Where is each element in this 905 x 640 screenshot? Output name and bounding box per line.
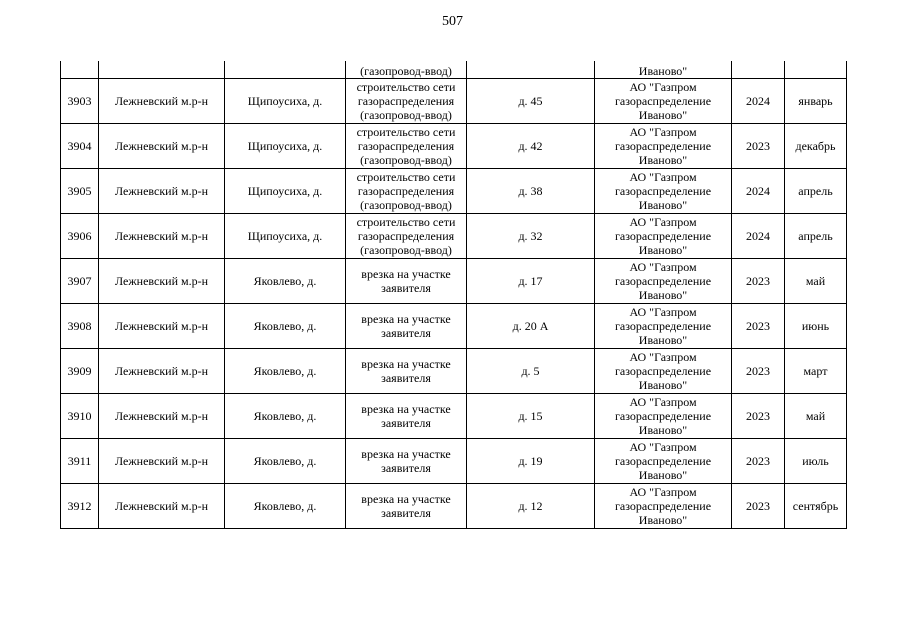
cell-num: 3907: [61, 259, 99, 304]
cell-work: врезка на участке заявителя: [346, 349, 467, 394]
cell-month: март: [785, 349, 847, 394]
cell-work: врезка на участке заявителя: [346, 394, 467, 439]
cell-address: д. 20 А: [467, 304, 595, 349]
cell-org: АО "Газпром газораспределение Иваново": [595, 349, 732, 394]
cell-address: д. 32: [467, 214, 595, 259]
cell-district: Лежневский м.р-н: [99, 259, 225, 304]
cell-month: [785, 61, 847, 79]
cell-locality: Яковлево, д.: [225, 394, 346, 439]
cell-month: июль: [785, 439, 847, 484]
cell-year: [732, 61, 785, 79]
cell-org: АО "Газпром газораспределение Иваново": [595, 169, 732, 214]
table-body: [61, 61, 847, 529]
cell-num: 3906: [61, 214, 99, 259]
cell-address: д. 12: [467, 484, 595, 529]
table-row: [61, 124, 847, 169]
cell-num: 3908: [61, 304, 99, 349]
cell-locality: Яковлево, д.: [225, 259, 346, 304]
cell-org: АО "Газпром газораспределение Иваново": [595, 124, 732, 169]
cell-num: [61, 61, 99, 79]
cell-year: 2023: [732, 394, 785, 439]
cell-org: АО "Газпром газораспределение Иваново": [595, 79, 732, 124]
cell-address: д. 15: [467, 394, 595, 439]
cell-locality: Яковлево, д.: [225, 304, 346, 349]
cell-district: Лежневский м.р-н: [99, 169, 225, 214]
cell-address: д. 42: [467, 124, 595, 169]
cell-district: [99, 61, 225, 79]
cell-year: 2024: [732, 79, 785, 124]
cell-work: строительство сети газораспределения (газопровод-ввод): [346, 124, 467, 169]
cell-address: д. 38: [467, 169, 595, 214]
cell-month: январь: [785, 79, 847, 124]
cell-district: Лежневский м.р-н: [99, 394, 225, 439]
cell-locality: Щипоусиха, д.: [225, 79, 346, 124]
cell-month: сентябрь: [785, 484, 847, 529]
cell-locality: [225, 61, 346, 79]
cell-year: 2023: [732, 484, 785, 529]
cell-org: АО "Газпром газораспределение Иваново": [595, 259, 732, 304]
cell-work: врезка на участке заявителя: [346, 484, 467, 529]
cell-num: 3903: [61, 79, 99, 124]
table-row: [61, 349, 847, 394]
table-row: [61, 304, 847, 349]
cell-district: Лежневский м.р-н: [99, 304, 225, 349]
cell-month: апрель: [785, 169, 847, 214]
cell-year: 2024: [732, 214, 785, 259]
cell-locality: Щипоусиха, д.: [225, 169, 346, 214]
cell-work: врезка на участке заявителя: [346, 304, 467, 349]
cell-work: врезка на участке заявителя: [346, 439, 467, 484]
cell-num: 3904: [61, 124, 99, 169]
cell-org: АО "Газпром газораспределение Иваново": [595, 214, 732, 259]
cell-address: д. 45: [467, 79, 595, 124]
cell-address: д. 17: [467, 259, 595, 304]
table-row: [61, 259, 847, 304]
cell-locality: Яковлево, д.: [225, 439, 346, 484]
table-row: [61, 214, 847, 259]
table-row: [61, 394, 847, 439]
continuation-row: [61, 61, 847, 79]
cell-locality: Щипоусиха, д.: [225, 214, 346, 259]
cell-locality: Яковлево, д.: [225, 484, 346, 529]
cell-address: д. 19: [467, 439, 595, 484]
cell-district: Лежневский м.р-н: [99, 439, 225, 484]
cell-work: строительство сети газораспределения (газопровод-ввод): [346, 79, 467, 124]
cell-year: 2023: [732, 349, 785, 394]
table-row: [61, 79, 847, 124]
cell-org: АО "Газпром газораспределение Иваново": [595, 439, 732, 484]
cell-district: Лежневский м.р-н: [99, 79, 225, 124]
table-row: [61, 169, 847, 214]
cell-month: июнь: [785, 304, 847, 349]
cell-year: 2023: [732, 304, 785, 349]
cell-district: Лежневский м.р-н: [99, 349, 225, 394]
cell-org: Иваново": [595, 61, 732, 79]
cell-num: 3905: [61, 169, 99, 214]
cell-year: 2024: [732, 169, 785, 214]
cell-work: (газопровод-ввод): [346, 61, 467, 79]
gasification-schedule-table: [60, 61, 847, 529]
cell-work: строительство сети газораспределения (газопровод-ввод): [346, 214, 467, 259]
cell-year: 2023: [732, 259, 785, 304]
cell-num: 3911: [61, 439, 99, 484]
page-number: 507: [442, 14, 463, 29]
cell-month: май: [785, 259, 847, 304]
cell-work: строительство сети газораспределения (газопровод-ввод): [346, 169, 467, 214]
cell-work: врезка на участке заявителя: [346, 259, 467, 304]
cell-year: 2023: [732, 124, 785, 169]
cell-month: апрель: [785, 214, 847, 259]
cell-org: АО "Газпром газораспределение Иваново": [595, 394, 732, 439]
cell-district: Лежневский м.р-н: [99, 214, 225, 259]
cell-num: 3909: [61, 349, 99, 394]
cell-num: 3910: [61, 394, 99, 439]
table-row: [61, 439, 847, 484]
cell-district: Лежневский м.р-н: [99, 124, 225, 169]
cell-month: декабрь: [785, 124, 847, 169]
cell-locality: Щипоусиха, д.: [225, 124, 346, 169]
cell-address: [467, 61, 595, 79]
cell-month: май: [785, 394, 847, 439]
cell-org: АО "Газпром газораспределение Иваново": [595, 484, 732, 529]
cell-locality: Яковлево, д.: [225, 349, 346, 394]
table-row: [61, 484, 847, 529]
cell-district: Лежневский м.р-н: [99, 484, 225, 529]
cell-org: АО "Газпром газораспределение Иваново": [595, 304, 732, 349]
cell-num: 3912: [61, 484, 99, 529]
cell-address: д. 5: [467, 349, 595, 394]
cell-year: 2023: [732, 439, 785, 484]
